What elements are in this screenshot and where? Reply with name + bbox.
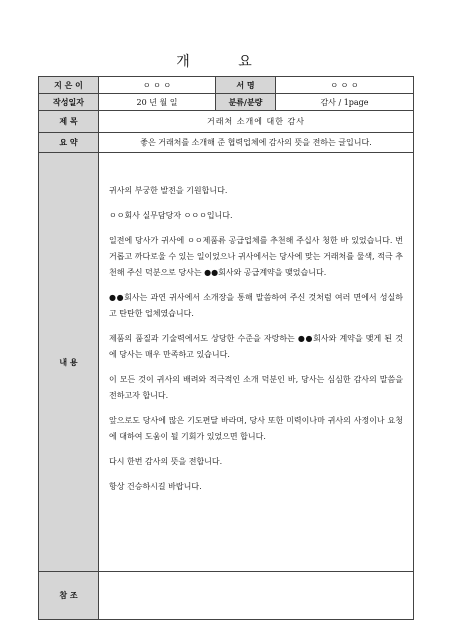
content-paragraph: 다시 한번 감사의 뜻을 전합니다. [109,457,223,466]
author-value: ㅇ ㅇ ㅇ [99,77,216,94]
content-paragraph: 귀사의 부궁한 발전을 기원합니다. [109,186,228,195]
category-value: 감사 / 1page [276,94,414,111]
subject-value: 거래처 소개에 대한 감사 [99,111,414,133]
content-body [99,153,414,572]
sign-value: ㅇ ㅇ ㅇ [276,77,414,94]
form-table [38,76,414,620]
content-paragraph: 일전에 당사가 귀사에 ㅇㅇ제품류 공급업체를 추천해 주십사 청한 바 있었습니다. 번거롭고 까다로울 수 있는 일이었으나 귀사에서는 당사에 맞는 거래처를 물색, 적극 추천해 주신 덕분으로 당사는 ●●회사와 공급계약을 맺었습니다. [109,236,403,277]
summary-label: 요 약 [39,133,99,153]
date-value: 20 년 월 일 [99,94,216,111]
content-paragraph: 앞으로도 당사에 많은 기도편달 바라며, 당사 또한 미력이나마 귀사의 사정이나 요청에 대하여 도움이 될 기회가 있었으면 합니다. [109,416,403,441]
content-paragraph: 이 모든 것이 귀사의 배려와 적극적인 소개 덕분인 바, 당사는 심심한 감사의 말씀을 전하고자 합니다. [109,375,403,400]
page-title: 개 요 [176,54,274,70]
subject-label: 제 목 [39,111,99,133]
content-paragraph: ㅇㅇ회사 실무담당자 ㅇㅇㅇ입니다. [109,211,233,220]
reference-label: 참 조 [39,572,99,620]
content-paragraph: 제품의 품질과 기술력에서도 상당한 수준을 자랑하는 ●●회사와 계약을 맺게 된 것에 당사는 매우 만족하고 있습니다. [109,334,403,359]
content-paragraph: 항상 건승하시길 바랍니다. [109,482,202,491]
author-label: 지 은 이 [39,77,99,94]
sign-label: 서 명 [216,77,276,94]
content-label: 내 용 [39,153,99,572]
category-label: 분류/분량 [216,94,276,111]
date-label: 작성일자 [39,94,99,111]
reference-value [99,572,414,620]
content-paragraph: ●●회사는 과연 귀사에서 소개장을 통해 말씀하여 주신 것처럼 여러 면에서 성실하고 탄탄한 업체였습니다. [109,293,403,318]
summary-value: 좋은 거래처를 소개해 준 협력업체에 감사의 뜻을 전하는 글입니다. [99,133,414,153]
